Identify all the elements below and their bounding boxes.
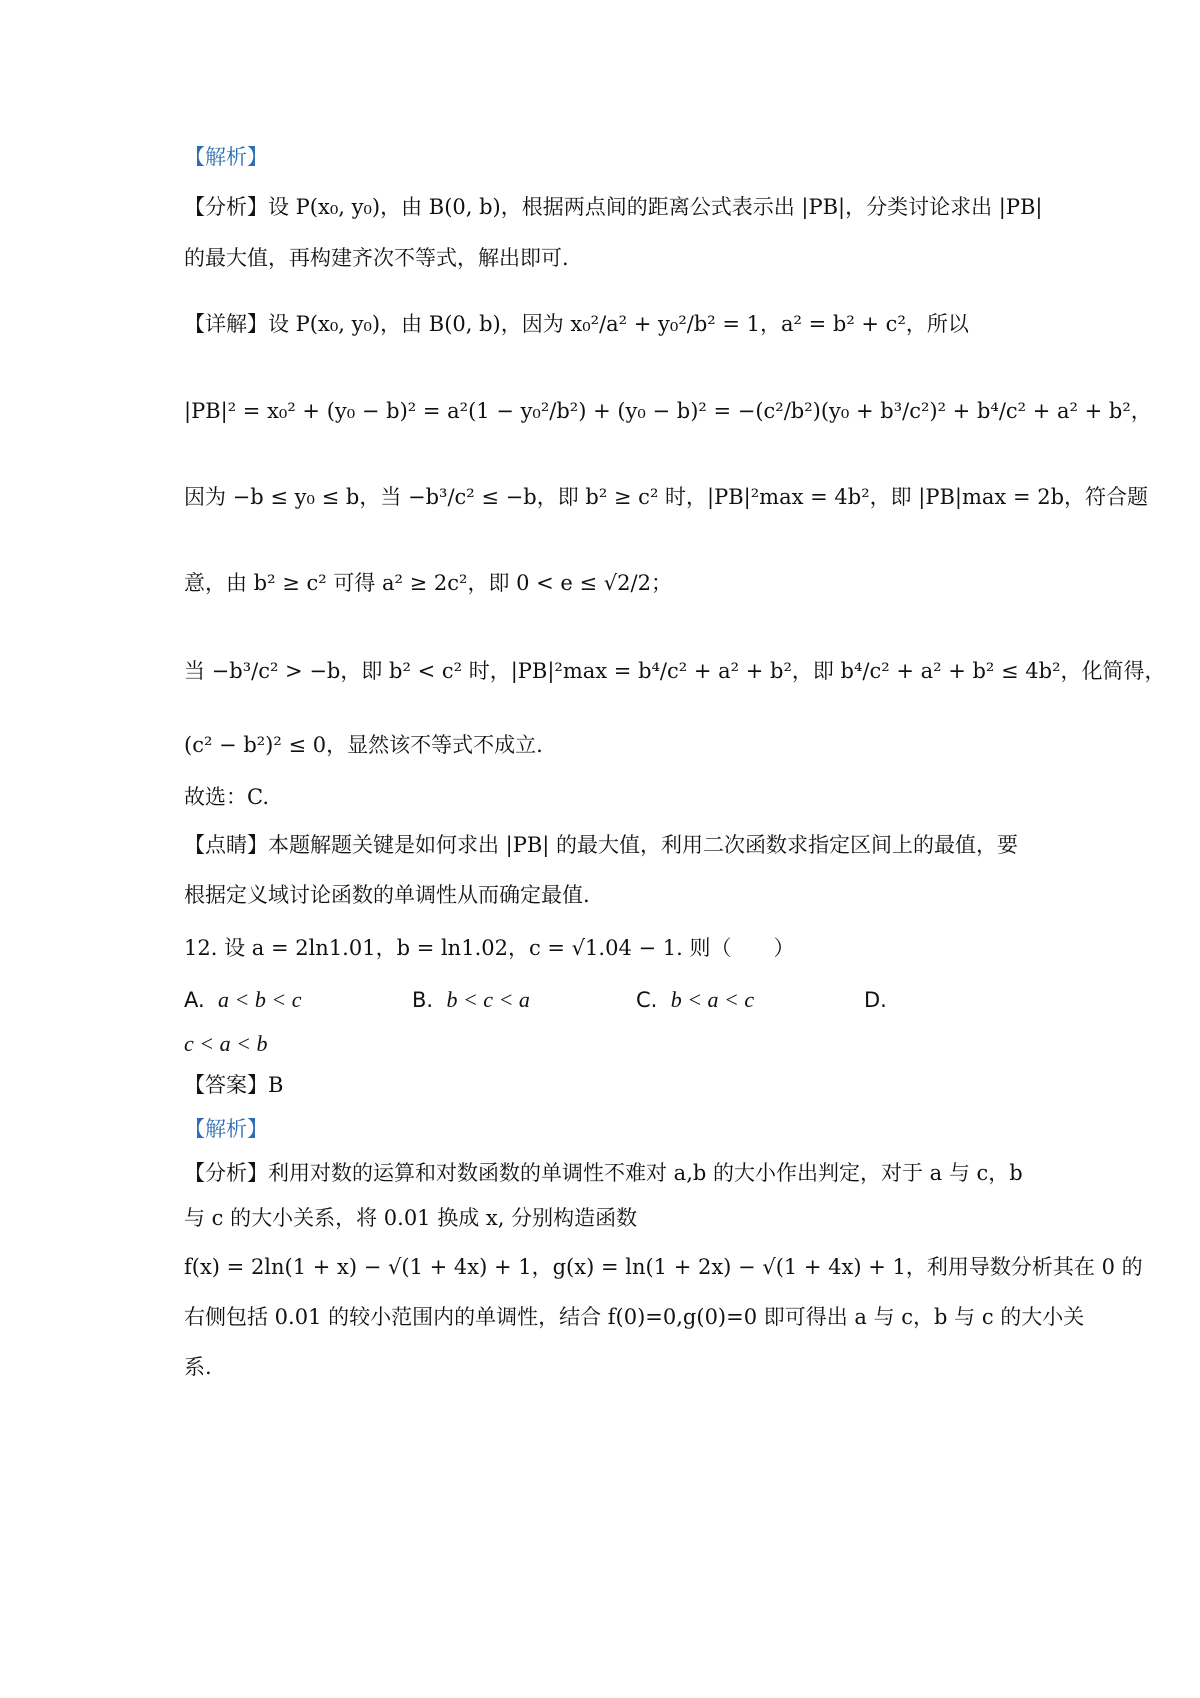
option-a: A. a < b < c (184, 987, 302, 1012)
section-tag-analysis-2: 【解析】 (184, 1117, 268, 1141)
comment-line-1: 【点睛】本题解题关键是如何求出 |PB| 的最大值，利用二次函数求指定区间上的最值，要 (184, 833, 1019, 857)
option-c: C. b < a < c (636, 987, 755, 1012)
analysis2-line-4: 右侧包括 0.01 的较小范围内的单调性，结合 f(0)=0,g(0)=0 即可得出 a 与 c，b 与 c 的大小关 (184, 1305, 1085, 1329)
option-b: B. b < c < a (412, 987, 530, 1012)
analysis-line-2: 的最大值，再构建齐次不等式，解出即可. (184, 246, 569, 270)
option-d-label: D. (864, 988, 887, 1012)
detail-line-1: 【详解】设 P(x₀, y₀)，由 B(0, b)，因为 x₀²/a² + y₀²/b² = 1，a² = b² + c²，所以 (184, 312, 969, 336)
detail-case-1b: 意，由 b² ≥ c² 可得 a² ≥ 2c²，即 0 < e ≤ √2/2； (184, 571, 672, 595)
detail-case-1a: 因为 −b ≤ y₀ ≤ b，当 −b³/c² ≤ −b，即 b² ≥ c² 时，|PB|²max = 4b²，即 |PB|max = 2b，符合题 (184, 485, 1149, 509)
analysis2-line-5: 系. (184, 1355, 212, 1379)
detail-equation-1: |PB|² = x₀² + (y₀ − b)² = a²(1 − y₀²/b²) + (y₀ − b)² = −(c²/b²)(y₀ + b³/c²)² + b⁴/c² + a² + b²， (184, 399, 1152, 423)
detail-case-2b: (c² − b²)² ≤ 0，显然该不等式不成立. (184, 733, 543, 757)
analysis2-line-1: 【分析】利用对数的运算和对数函数的单调性不难对 a,b 的大小作出判定，对于 a 与 c，b (184, 1161, 1023, 1185)
analysis2-line-3: f(x) = 2ln(1 + x) − √(1 + 4x) + 1，g(x) = ln(1 + 2x) − √(1 + 4x) + 1，利用导数分析其在 0 的 (184, 1255, 1143, 1279)
answer-line: 【答案】B (184, 1073, 284, 1097)
options-row (184, 985, 1024, 1015)
section-tag-analysis: 【解析】 (184, 145, 268, 169)
detail-case-2a: 当 −b³/c² > −b，即 b² < c² 时，|PB|²max = b⁴/c² + a² + b²，即 b⁴/c² + a² + b² ≤ 4b²，化简得， (184, 659, 1166, 683)
option-d-expr: c < a < b (184, 1031, 268, 1056)
question-12: 12. 设 a = 2ln1.01，b = ln1.02，c = √1.04 − 1. 则（ ） (184, 936, 795, 960)
analysis-line-1: 【分析】设 P(x₀, y₀)，由 B(0, b)，根据两点间的距离公式表示出 |PB|，分类讨论求出 |PB| (184, 195, 1043, 219)
comment-line-2: 根据定义域讨论函数的单调性从而确定最值. (184, 883, 590, 907)
conclusion-choice: 故选：C. (184, 785, 269, 809)
analysis2-line-2: 与 c 的大小关系，将 0.01 换成 x, 分别构造函数 (184, 1206, 638, 1230)
